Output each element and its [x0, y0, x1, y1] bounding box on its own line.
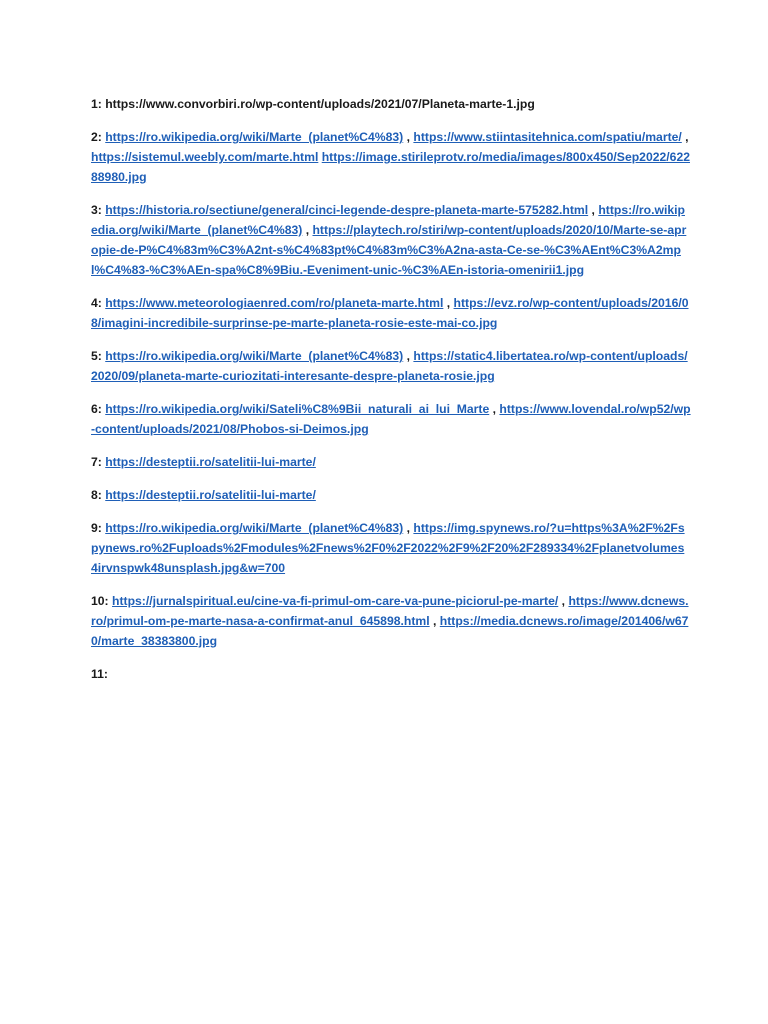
reference-separator: ,	[681, 130, 689, 144]
reference-number: 5:	[91, 349, 102, 363]
reference-number: 7:	[91, 455, 102, 469]
reference-entry	[91, 485, 691, 505]
reference-separator: ,	[443, 296, 454, 310]
reference-link[interactable]: https://playtech.ro/stiri/wp-content/uploads/2020/10/Marte-se-apropie-de-P%C4%83m%C3%A2nt-s%C4%83pt%C4%83m%C3%A2na-asta-Ce-se-%C3%AEnt%C3%A2mpl%C4%83-%C3%AEn-spa%C8%9Biu.-Eveniment-unic-%C3%AEn-istoria-omenirii1.jpg	[91, 223, 687, 277]
reference-link[interactable]: https://www.lovendal.ro/wp52/wp-content/uploads/2021/08/Phobos-si-Deimos.jpg	[91, 402, 691, 436]
reference-entry	[91, 346, 691, 386]
reference-separator: ,	[403, 130, 414, 144]
reference-number: 10:	[91, 594, 109, 608]
reference-entry	[91, 399, 691, 439]
reference-number: 1:	[91, 97, 102, 111]
reference-link[interactable]: https://ro.wikipedia.org/wiki/Sateli%C8%9Bii_naturali_ai_lui_Marte	[105, 402, 490, 416]
reference-link[interactable]: https://image.stirileprotv.ro/media/images/800x450/Sep2022/62288980.jpg	[91, 150, 690, 184]
reference-entry	[91, 591, 691, 651]
reference-number: 6:	[91, 402, 102, 416]
reference-link[interactable]: https://jurnalspiritual.eu/cine-va-fi-primul-om-care-va-pune-piciorul-pe-marte/	[112, 594, 559, 608]
reference-link[interactable]: https://sistemul.weebly.com/marte.html	[91, 150, 319, 164]
reference-link[interactable]: https://ro.wikipedia.org/wiki/Marte_(planet%C4%83)	[105, 521, 404, 535]
reference-number: 2:	[91, 130, 102, 144]
reference-number: 3:	[91, 203, 102, 217]
reference-separator: ,	[489, 402, 500, 416]
reference-number: 9:	[91, 521, 102, 535]
reference-link[interactable]: https://media.dcnews.ro/image/201406/w670/marte_38383800.jpg	[91, 614, 689, 648]
reference-entry	[91, 452, 691, 472]
reference-number: 11:	[91, 667, 108, 681]
reference-link[interactable]: https://ro.wikipedia.org/wiki/Marte_(planet%C4%83)	[105, 349, 404, 363]
reference-separator: ,	[558, 594, 569, 608]
reference-link[interactable]: https://desteptii.ro/satelitii-lui-marte/	[105, 488, 316, 502]
reference-entry	[91, 518, 691, 578]
reference-link[interactable]: https://evz.ro/wp-content/uploads/2016/08/imagini-incredibile-surprinse-pe-marte-planeta-rosie-este-mai-co.jpg	[91, 296, 689, 330]
reference-entry	[91, 293, 691, 333]
reference-separator: ,	[302, 223, 313, 237]
reference-link[interactable]: https://www.dcnews.ro/primul-om-pe-marte-nasa-a-confirmat-anul_645898.html	[91, 594, 689, 628]
document-page	[91, 94, 691, 697]
reference-number: 4:	[91, 296, 102, 310]
reference-entry	[91, 200, 691, 280]
reference-separator: ,	[429, 614, 440, 628]
reference-separator: ,	[588, 203, 599, 217]
reference-link[interactable]: https://www.stiintasitehnica.com/spatiu/marte/	[413, 130, 682, 144]
reference-link[interactable]: https://static4.libertatea.ro/wp-content/uploads/2020/09/planeta-marte-curiozitati-interesante-despre-planeta-rosie.jpg	[91, 349, 688, 383]
reference-link[interactable]: https://www.meteorologiaenred.com/ro/planeta-marte.html	[105, 296, 444, 310]
reference-url-text: https://www.convorbiri.ro/wp-content/uploads/2021/07/Planeta-marte-1.jpg	[105, 97, 535, 111]
reference-link[interactable]: https://desteptii.ro/satelitii-lui-marte/	[105, 455, 316, 469]
reference-entry	[91, 664, 691, 684]
reference-link[interactable]: https://ro.wikipedia.org/wiki/Marte_(planet%C4%83)	[105, 130, 404, 144]
reference-link[interactable]: https://historia.ro/sectiune/general/cinci-legende-despre-planeta-marte-575282.html	[105, 203, 589, 217]
reference-link[interactable]: https://ro.wikipedia.org/wiki/Marte_(planet%C4%83)	[91, 203, 685, 237]
reference-entry	[91, 127, 691, 187]
reference-entry	[91, 94, 691, 114]
reference-separator: ,	[403, 349, 414, 363]
reference-separator: ,	[403, 521, 414, 535]
reference-number: 8:	[91, 488, 102, 502]
reference-link[interactable]: https://img.spynews.ro/?u=https%3A%2F%2Fspynews.ro%2Fuploads%2Fmodules%2Fnews%2F0%2F2022%2F9%2F20%2F289334%2Fplanetvolumes4irvnspwk48unsplash.jpg&w=700	[91, 521, 685, 575]
